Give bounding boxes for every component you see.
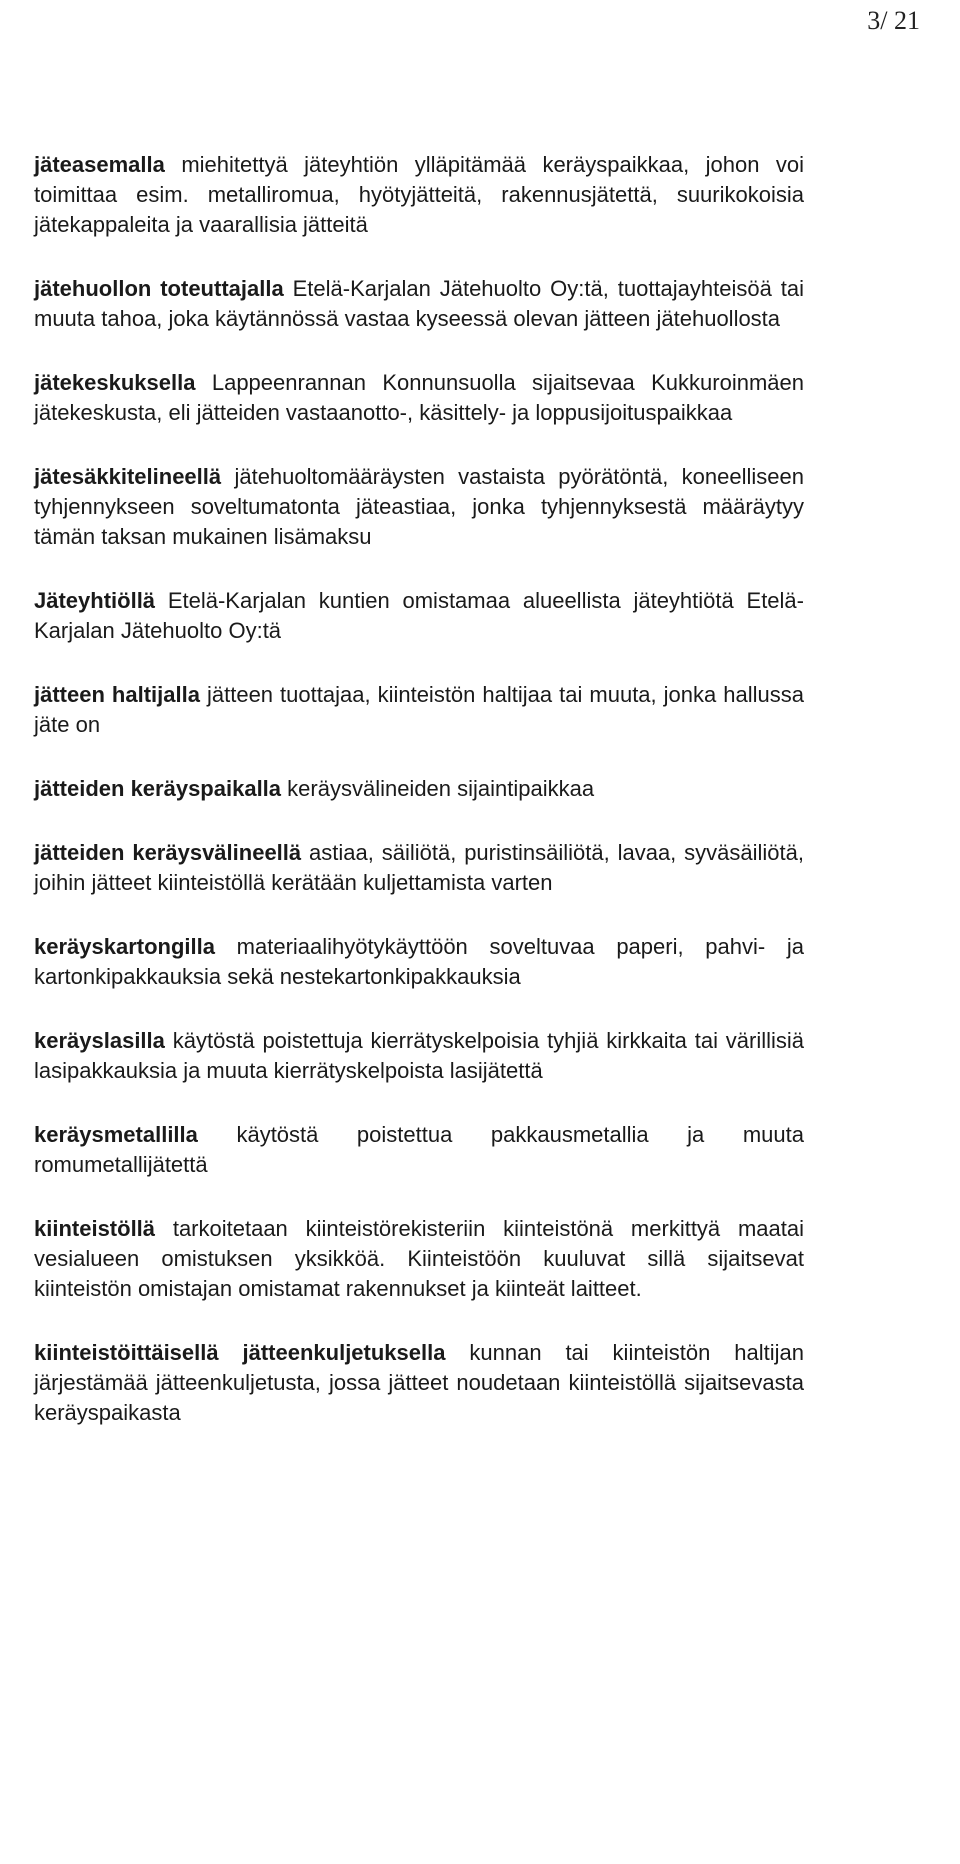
definition-term: kiinteistöittäisellä jätteenkuljetuksella [34,1340,446,1365]
definition-jatteen-haltija [34,680,804,740]
definition-jateyhtio [34,586,804,646]
definition-term: jätekeskuksella [34,370,196,395]
definition-text: Etelä-Karjalan Jätehuolto Oy:tä, tuottajayhteisöä tai muuta tahoa, joka käytännössä vastaa kyseessä olevan jätteen jätehuollosta [34,276,804,331]
definition-jateasema [34,150,804,240]
definition-term: Jäteyhtiöllä [34,588,156,613]
definition-text: käytöstä poistettua pakkausmetallia ja muuta romumetallijätettä [34,1122,804,1177]
definition-text: jätteen tuottajaa, kiinteistön haltijaa tai muuta, jonka hallussa jäte on [34,682,804,737]
definition-text: käytöstä poistettuja kierrätyskelpoisia tyhjiä kirkkaita tai värillisiä lasipakkauksia ja muuta kierrätyskelpoista lasijätettä [34,1028,804,1083]
definition-text: tarkoitetaan kiinteistörekisteriin kiinteistönä merkittyä maatai vesialueen omistuksen yksikköä. Kiinteistöön kuuluvat sillä sijaitsevat kiinteistön omistajan omistamat rakennukset ja kiinteät laitteet. [34,1216,804,1301]
definition-text: kunnan tai kiinteistön haltijan järjestämää jätteenkuljetusta, jossa jätteet noudetaan kiinteistöllä sijaitsevasta keräyspaikasta [34,1340,804,1425]
definition-jatteiden-keraysvaline [34,838,804,898]
definition-keraeyskartonki [34,932,804,992]
definition-term: jätesäkkitelineellä [34,464,222,489]
definition-term: kiinteistöllä [34,1216,156,1241]
definition-keraeyslasi [34,1026,804,1086]
definition-jatesakkiteline [34,462,804,552]
definition-term: keräyslasilla [34,1028,165,1053]
definition-text: materiaalihyötykäyttöön soveltuvaa paperi, pahvi- ja kartonkipakkauksia sekä nestekartonkipakkauksia [34,934,804,989]
definition-text: jätehuoltomääräysten vastaista pyörätöntä, koneelliseen tyhjennykseen soveltumatonta jäteastiaa, jonka tyhjennyksestä määräytyy tämän taksan mukainen lisämaksu [34,464,804,549]
definition-text: astiaa, säiliötä, puristinsäiliötä, lavaa, syväsäiliötä, joihin jätteet kiinteistöllä kerätään kuljettamista varten [34,840,804,895]
definition-jatehuollon-toteuttaja [34,274,804,334]
definition-jatekeskus [34,368,804,428]
definition-term: keräysmetallilla [34,1122,198,1147]
definition-term: jätteiden keräyspaikalla [34,776,282,801]
definition-list [34,150,804,1462]
definition-kiinteistoittainen-kuljetus [34,1338,804,1428]
definition-jatteiden-keruupaikka [34,774,804,804]
definition-kiinteisto [34,1214,804,1304]
definition-term: keräyskartongilla [34,934,215,959]
definition-text: Lappeenrannan Konnunsuolla sijaitsevaa Kukkuroinmäen jätekeskusta, eli jätteiden vastaanotto-, käsittely- ja loppusijoituspaikkaa [34,370,804,425]
definition-text: miehitettyä jäteyhtiön ylläpitämää keräyspaikkaa, johon voi toimittaa esim. metalliromua, hyötyjätteitä, rakennusjätettä, suurikokoisia jätekappaleita ja vaarallisia jätteitä [34,152,804,237]
definition-keraeysmetalli [34,1120,804,1180]
definition-text: keräysvälineiden sijaintipaikkaa [287,776,595,801]
definition-text: Etelä-Karjalan kuntien omistamaa alueellista jäteyhtiötä Etelä-Karjalan Jätehuolto Oy:tä [34,588,804,643]
definition-term: jätehuollon toteuttajalla [34,276,284,301]
page-number: 3/ 21 [867,6,920,35]
definition-term: jätteen haltijalla [34,682,200,707]
definition-term: jätteiden keräysvälineellä [34,840,302,865]
definition-term: jäteasemalla [34,152,165,177]
